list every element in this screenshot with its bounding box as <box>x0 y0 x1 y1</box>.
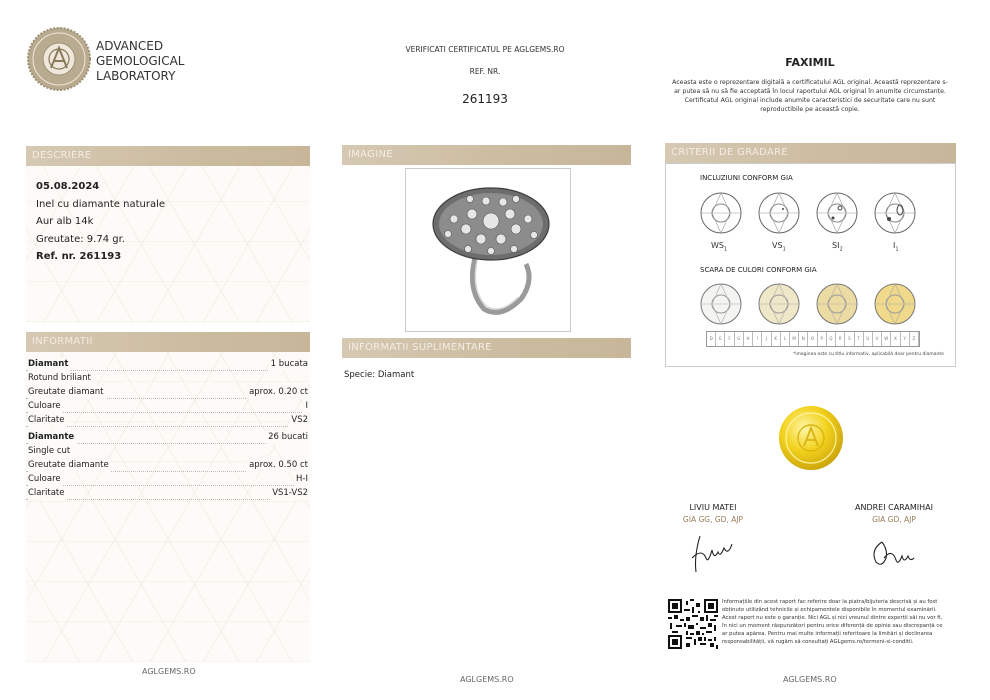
color-grade-cell: G <box>735 332 744 346</box>
info-row-label: Greutate diamant <box>28 387 104 397</box>
color-grade-cell: U <box>864 332 873 346</box>
color-grade-cell: O <box>808 332 817 346</box>
info-row-value: aprox. 0.50 ct <box>249 460 308 470</box>
ref-label: REF. NR. <box>469 67 501 76</box>
qr-code-icon[interactable] <box>668 599 718 649</box>
disclaimer-line6: responsabilității, vă rugăm să consultați AGLgems.ro/termeni-si-conditii. <box>722 639 914 645</box>
signature-2-icon <box>868 536 918 572</box>
info-row-value: I <box>305 401 308 411</box>
color-grade-cell: E <box>716 332 725 346</box>
signature-title-1: GIA GG, GD, AJP <box>682 515 744 524</box>
info-row-value: H-I <box>296 474 308 484</box>
info-row-label: Culoare <box>28 401 61 411</box>
disclaimer-line5: ar putea apărea. Pentru mai multe informații referitoare la limitări și declinarea <box>722 631 933 637</box>
info-row-label: Culoare <box>28 474 61 484</box>
criterii-footnote: *imaginea este cu titlu informativ, aplicabilă doar pentru diamante <box>793 352 944 357</box>
inclusion-label-vs: $VS_1$ <box>772 241 786 253</box>
verify-text: VERIFICATI CERTIFICATUL PE AGLGEMS.RO <box>405 45 565 54</box>
faximil-line2: ar putea să nu să fie acceptată în locul raportului AGL original în anumite circumstanțe. <box>674 88 946 95</box>
descriere-metal: Aur alb 14k <box>36 216 94 227</box>
info-row-label: Rotund briliant <box>28 373 91 383</box>
info-row-label: Claritate <box>28 488 65 498</box>
info-row-label: Diamante <box>28 432 75 442</box>
color-grade-cell: Z <box>910 332 919 346</box>
info-row-label: Single cut <box>28 446 71 456</box>
info-row <box>26 414 308 427</box>
color-grade-scale <box>706 331 920 347</box>
color-grade-cell: J <box>762 332 771 346</box>
color-grade-cell: Y <box>901 332 910 346</box>
inclusion-diagram-vs <box>757 191 801 235</box>
color-grade-cell: D <box>707 332 716 346</box>
info-row-value: VS1-VS2 <box>272 488 308 498</box>
disclaimer-line4: în nici un moment răspunzători pentru orice diferență de opinie sau discrepanță ce <box>722 623 943 629</box>
color-grade-cell: T <box>855 332 864 346</box>
gold-seal-icon <box>778 405 844 471</box>
info-row-label: Diamant <box>28 359 69 369</box>
color-grade-cell: K <box>772 332 781 346</box>
signature-name-2: ANDREI CARAMIHAI <box>854 503 933 512</box>
info-row-value: 26 bucati <box>268 432 308 442</box>
info-row <box>26 487 308 500</box>
color-grade-cell: W <box>882 332 891 346</box>
color-grade-cell: R <box>836 332 845 346</box>
faximil-line3: Certificatul AGL original include anumite caracteristici de securitate care nu sunt <box>684 97 936 104</box>
faximil-line1: Aceasta este o reprezentare digitală a certificatului AGL original. Această reprezentare s- <box>672 79 948 86</box>
color-swatch-diamond <box>699 282 743 326</box>
lab-seal-logo <box>26 26 92 92</box>
info-row-label: Greutate diamante <box>28 460 109 470</box>
ref-number: 261193 <box>462 92 508 106</box>
info-row <box>26 431 308 444</box>
footer-right-link[interactable]: AGLGEMS.RO <box>783 675 837 684</box>
suplimentare-heading: INFORMATII SUPLIMENTARE <box>342 338 631 358</box>
inclusion-diagram-ws <box>699 191 743 235</box>
lab-name-line1: ADVANCED <box>96 39 164 53</box>
color-grade-cell: V <box>873 332 882 346</box>
faximil-line4: reproductibile pe această copie. <box>760 106 860 113</box>
disclaimer-line1: Informațiile din acest raport fac referire doar la piatra/bijuteria descrisă și au fost <box>722 599 938 605</box>
color-scale-title: SCARA DE CULORI CONFORM GIA <box>700 266 817 274</box>
color-swatch-diamond <box>757 282 801 326</box>
criterii-heading: CRITERII DE GRADARE <box>665 143 956 163</box>
lab-name-line3: LABORATORY <box>96 69 176 83</box>
color-grade-cell: Q <box>827 332 836 346</box>
color-grade-cell: M <box>790 332 799 346</box>
info-row-label: Claritate <box>28 415 65 425</box>
color-grade-cell: X <box>891 332 900 346</box>
inclusion-label-i: $I_1$ <box>893 241 899 253</box>
disclaimer-line3: Acest raport nu este o garanție. Nici AGL și nici vreunul dintre experții săi nu vor fi, <box>722 615 943 621</box>
ring-photo <box>405 168 571 332</box>
info-row <box>26 386 308 399</box>
color-swatch-diamond <box>815 282 859 326</box>
color-swatch-diamond <box>873 282 917 326</box>
info-row-value: aprox. 0.20 ct <box>249 387 308 397</box>
info-row-value: VS2 <box>291 415 308 425</box>
signature-1-icon <box>688 532 738 576</box>
signature-title-2: GIA GD, AJP <box>872 515 916 524</box>
info-row <box>26 400 308 413</box>
color-grade-cell: N <box>799 332 808 346</box>
inclusion-diagram-si <box>815 191 859 235</box>
imagine-heading: IMAGINE <box>342 145 631 165</box>
inclusion-diagram-i <box>873 191 917 235</box>
info-row-value: 1 bucata <box>270 359 308 369</box>
color-grade-cell: H <box>744 332 753 346</box>
color-grade-cell: P <box>818 332 827 346</box>
descriere-date: 05.08.2024 <box>36 181 100 192</box>
descriere-ref: Ref. nr. 261193 <box>36 251 122 262</box>
color-grade-cell: L <box>781 332 790 346</box>
info-row <box>26 473 308 486</box>
color-grade-cell: I <box>753 332 762 346</box>
descriere-heading: DESCRIERE <box>26 146 310 166</box>
specie-text: Specie: Diamant <box>344 370 415 380</box>
descriere-weight: Greutate: 9.74 gr. <box>36 234 125 245</box>
lab-name-line2: GEMOLOGICAL <box>96 54 185 68</box>
info-row <box>26 372 308 385</box>
info-row <box>26 445 308 458</box>
disclaimer-line2: obținute utilizând tehnicile și echipamentele disponibile în momentul examinării. <box>722 607 937 613</box>
color-grade-cell: S <box>845 332 854 346</box>
info-row <box>26 358 308 371</box>
footer-middle-link[interactable]: AGLGEMS.RO <box>460 675 514 684</box>
informatii-heading: INFORMATII <box>26 332 310 352</box>
color-grade-cell: F <box>725 332 734 346</box>
inclusion-label-ws: $WS_1$ <box>711 241 728 253</box>
footer-left-link[interactable]: AGLGEMS.RO <box>142 667 196 676</box>
info-row <box>26 459 308 472</box>
signature-name-1: LIVIU MATEI <box>689 503 737 512</box>
descriere-item: Inel cu diamante naturale <box>36 199 166 210</box>
inclusions-title: INCLUZIUNI CONFORM GIA <box>700 174 793 182</box>
inclusion-label-si: $SI_2$ <box>832 241 843 253</box>
faximil-title: FAXIMIL <box>785 56 835 69</box>
